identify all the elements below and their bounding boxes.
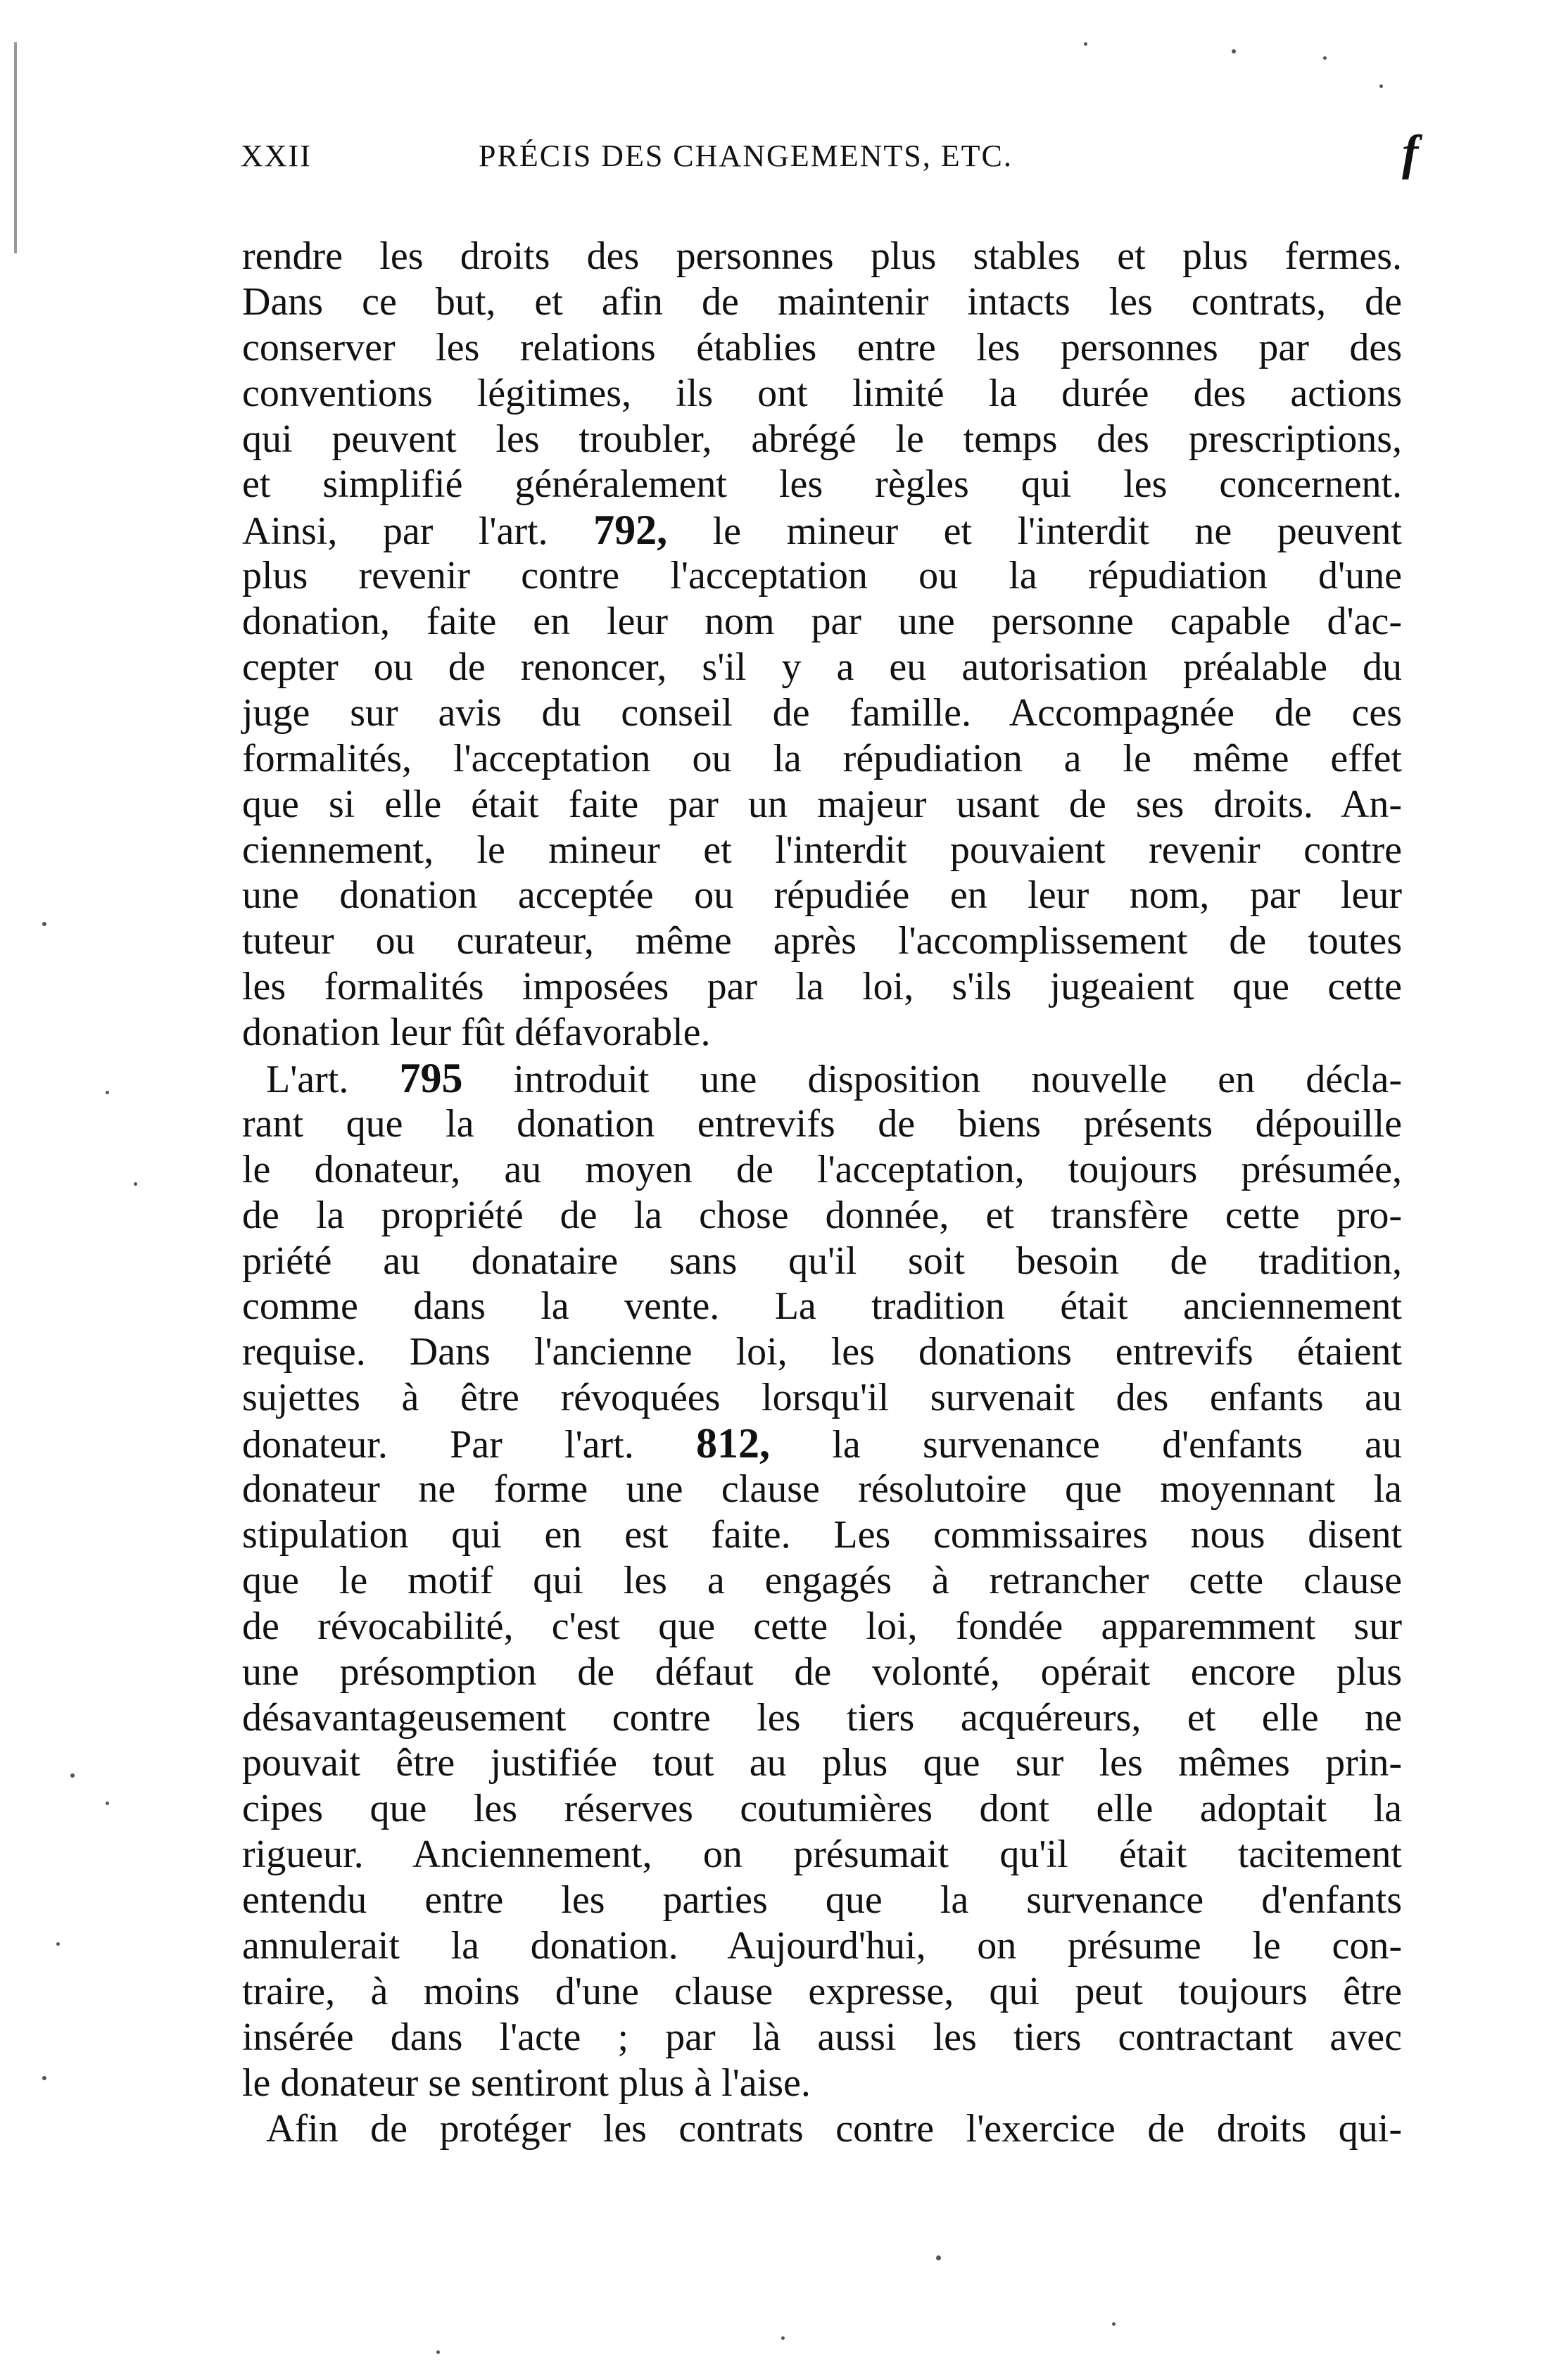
text-line [242,599,1402,645]
scan-speck [1112,2322,1116,2326]
text-segment: plus revenir contre l'acceptation ou la répudiation d'une [242,554,1402,598]
scan-speck [106,1091,109,1094]
text-line [242,736,1402,782]
text-line [242,1604,1402,1650]
text-line [242,1650,1402,1695]
text-line [242,1969,1402,2015]
text-segment: que si elle était faite par un majeur usant de ses droits. An- [242,782,1402,826]
text-segment: une présomption de défaut de volonté, opérait encore plus [242,1650,1402,1694]
text-segment: traire, à moins d'une clause expresse, qui peut toujours être [242,1969,1402,2013]
text-line [242,234,1402,279]
text-line [242,2061,1402,2106]
text-line [242,1101,1402,1147]
text-line [242,2106,1402,2152]
scan-edge-shadow [14,42,17,253]
scan-speck [436,2350,440,2354]
text-segment: priété au donataire sans qu'il soit besoin de tradition, [242,1239,1402,1283]
article-number: 792, [593,507,668,554]
scan-speck [56,1942,60,1946]
text-segment: le donateur se sentiront plus à l'aise. [242,2061,811,2105]
text-segment: sujettes à être révoquées lorsqu'il survenait des enfants au [242,1376,1402,1420]
article-number: 812, [696,1420,770,1467]
page-header [241,126,1437,187]
text-line [242,371,1402,417]
text-segment: Ainsi, par l'art. [242,509,594,554]
text-line [242,1239,1402,1284]
text-segment: et simplifié généralement les règles qui les concernent. [242,462,1402,507]
text-segment: le mineur et l'interdit ne peuvent [667,509,1402,554]
text-line [242,1421,1402,1467]
text-segment: introduit une disposition nouvelle en décla- [462,1058,1403,1102]
text-line [242,1786,1402,1832]
text-line [242,918,1402,964]
text-segment: de révocabilité, c'est que cette loi, fondée apparemment sur [242,1604,1402,1648]
text-segment: donation, faite en leur nom par une personne capable d'ac- [242,600,1402,644]
text-segment: ciennement, le mineur et l'interdit pouvaient revenir contre [242,828,1402,872]
text-line [242,1375,1402,1421]
text-segment: rant que la donation entrevifs de biens présents dépouille [242,1101,1402,1146]
text-segment: donation leur fût défavorable. [242,1011,711,1055]
text-segment: tuteur ou curateur, même après l'accomplissement de toutes [242,919,1402,963]
scan-speck [106,1802,109,1805]
text-line [242,1923,1402,1969]
text-line [242,828,1402,873]
text-line [242,325,1402,371]
page-number: XXII [241,139,312,173]
text-line [242,1512,1402,1558]
text-line [242,1193,1402,1239]
text-line [242,964,1402,1010]
text-line [242,782,1402,828]
text-segment: comme dans la vente. La tradition était anciennement [242,1284,1402,1329]
scan-speck [1379,84,1383,88]
text-line [242,645,1402,690]
running-title: PRÉCIS DES CHANGEMENTS, ETC. [479,139,1013,173]
text-segment: pouvait être justifiée tout au plus que sur les mêmes prin- [242,1741,1402,1785]
body-text [242,234,1402,2151]
text-segment: la survenance d'enfants au [770,1423,1403,1467]
text-segment: entendu entre les parties que la survenance d'enfants [242,1878,1402,1923]
text-segment: cepter ou de renoncer, s'il y a eu autorisation préalable du [242,645,1402,690]
text-segment: requise. Dans l'ancienne loi, les donations entrevifs étaient [242,1330,1402,1374]
text-segment: donateur. Par l'art. [242,1423,696,1467]
text-segment: que le motif qui les a engagés à retrancher cette clause [242,1558,1402,1602]
text-segment: donateur ne forme une clause résolutoire que moyennant la [242,1467,1402,1512]
text-segment: désavantageusement contre les tiers acquéreurs, et elle ne [242,1695,1402,1740]
text-segment: les formalités imposées par la loi, s'ils jugeaient que cette [242,965,1402,1009]
text-segment: cipes que les réserves coutumières dont elle adoptait la [242,1787,1402,1831]
scan-speck [781,2336,785,2340]
text-segment: juge sur avis du conseil de famille. Accompagnée de ces [242,690,1402,735]
text-segment: conventions légitimes, ils ont limité la durée des actions [242,371,1402,415]
text-line [242,1832,1402,1878]
text-segment: stipulation qui en est faite. Les commissaires nous disent [242,1512,1402,1557]
scan-speck [42,2076,46,2080]
text-segment: le donateur, au moyen de l'acceptation, toujours présumée, [242,1147,1402,1191]
text-line [242,1147,1402,1193]
text-line [242,462,1402,507]
article-number: 795 [399,1055,463,1102]
text-segment: de la propriété de la chose donnée, et transfère cette pro- [242,1193,1402,1237]
scan-speck [1232,49,1236,53]
text-line [242,417,1402,462]
text-line [242,1467,1402,1512]
text-line [242,1740,1402,1786]
text-line [242,279,1402,325]
text-line [242,553,1402,599]
text-segment: annulerait la donation. Aujourd'hui, on présume le con- [242,1923,1402,1968]
text-segment: rigueur. Anciennement, on présumait qu'il était tacitement [242,1833,1402,1877]
text-line [242,1329,1402,1375]
text-segment: Dans ce but, et afin de maintenir intacts les contrats, de [242,279,1402,324]
scan-speck [70,1773,75,1778]
text-line [242,690,1402,736]
text-segment: L'art. [266,1058,400,1102]
scan-speck [134,1182,137,1186]
text-line [242,507,1402,553]
text-segment: Afin de protéger les contrats contre l'exercice de droits qui- [266,2106,1402,2151]
text-line [242,873,1402,918]
text-line [242,1558,1402,1604]
scan-speck [1323,56,1327,60]
text-line [242,1284,1402,1329]
text-segment: formalités, l'acceptation ou la répudiation a le même effet [242,736,1402,780]
text-segment: insérée dans l'acte ; par là aussi les tiers contractant avec [242,2015,1402,2059]
handwritten-mark: f [1402,126,1420,180]
text-segment: une donation acceptée ou répudiée en leur nom, par leur [242,873,1402,918]
text-segment: rendre les droits des personnes plus stables et plus fermes. [242,234,1402,278]
text-line [242,2015,1402,2061]
text-line [242,1695,1402,1741]
scan-speck [42,922,46,926]
scan-speck [1084,42,1087,46]
text-line [242,1878,1402,1923]
scan-speck [936,2255,941,2260]
text-line [242,1010,1402,1056]
text-line [242,1056,1402,1101]
text-segment: conserver les relations établies entre les personnes par des [242,325,1402,369]
text-segment: qui peuvent les troubler, abrégé le temps des prescriptions, [242,417,1402,461]
